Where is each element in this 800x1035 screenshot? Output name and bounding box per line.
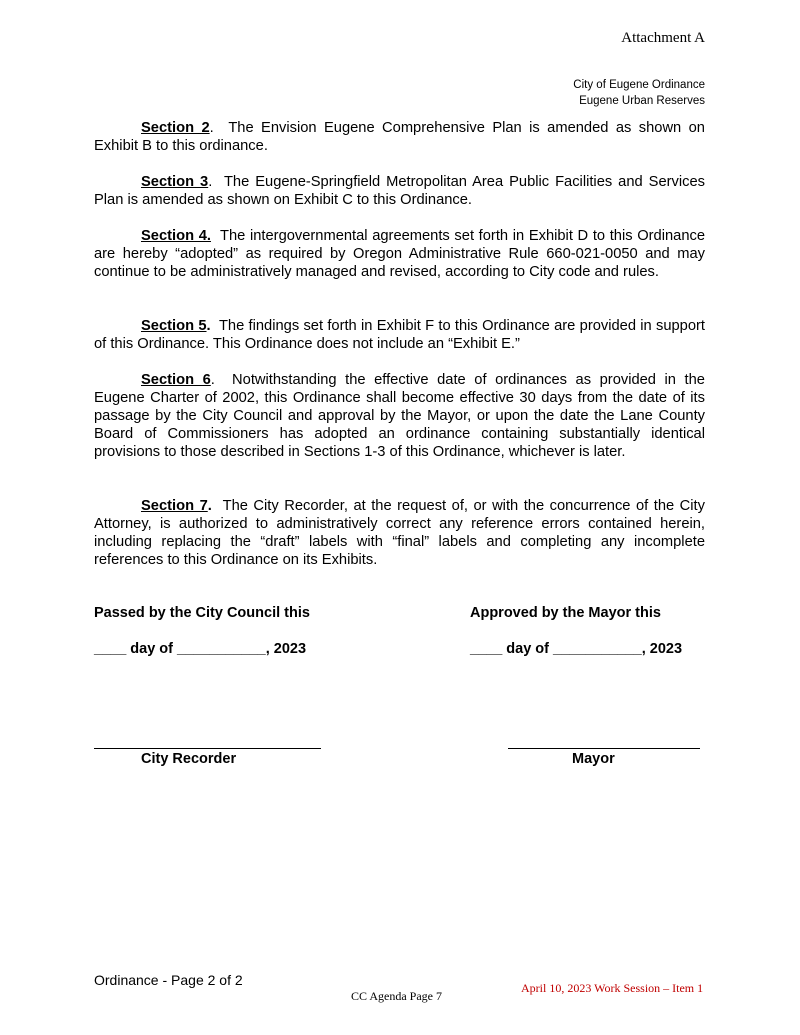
- section-paragraph: [94, 227, 705, 281]
- mayor-signature-line: [508, 748, 700, 749]
- section-paragraph: Section 7. The City Recorder, at the request of, or with the concurrence of the City Attorney, is authorized to administratively correct any reference errors contained herein, including replacing the “draft” labels with “final” labels and completing any incomplete references to this Ordinance on its Exhibits.: [94, 498, 705, 568]
- section-text: The Eugene-Springfield Metropolitan Area Public Facilities and Services Plan is amended as shown on Exhibit C to this Ordinance.: [94, 174, 705, 208]
- section-text: The findings set forth in Exhibit F to this Ordinance are provided in support of this Ordinance. This Ordinance does not include an “Exhibit E.”: [94, 318, 705, 352]
- mayor-label: Mayor: [572, 751, 615, 767]
- council-heading: Passed by the City Council this: [94, 605, 310, 621]
- section-label: Section 5: [141, 318, 207, 334]
- recorder-signature-line: [94, 748, 321, 749]
- section-label: Section 3: [141, 174, 209, 190]
- document-header: [573, 77, 705, 109]
- section-text: Notwithstanding the effective date of ordinances as provided in the Eugene Charter of 2002, this Ordinance shall become effective 30 days from the date of its passage by the City Council and approval by the Mayor, or upon the date the Lane County Board of Commissioners has adopted an ordinance containing substantially identical provisions to those described in Sections 1-3 of this Ordinance, whichever is later.: [94, 372, 705, 460]
- mayor-heading: Approved by the Mayor this: [470, 605, 661, 621]
- section-label: Section 7: [141, 498, 208, 514]
- section-label: Section 6: [141, 372, 211, 388]
- ordinance-subject: Eugene Urban Reserves: [579, 95, 705, 107]
- page-footer: Ordinance - Page 2 of 2: [94, 972, 243, 988]
- section-text: The City Recorder, at the request of, or with the concurrence of the City Attorney, is authorized to administratively correct any reference errors contained herein, including replacing the “draft” labels with “final” labels and completing any incomplete references to this Ordinance on its Exhibits.: [94, 498, 705, 568]
- council-date-line: ____ day of ___________, 2023: [94, 641, 307, 657]
- section-paragraph: Section 3. The Eugene-Springfield Metropolitan Area Public Facilities and Services Plan is amended as shown on Exhibit C to this Ordinance.: [94, 174, 705, 208]
- section-label: Section 4.: [141, 228, 211, 244]
- agenda-page: CC Agenda Page 7: [351, 989, 442, 1003]
- session-stamp: April 10, 2023 Work Session – Item 1: [521, 981, 704, 995]
- section-label: Section 2: [141, 120, 210, 136]
- mayor-date-line: ____ day of ___________, 2023: [470, 641, 683, 657]
- section-paragraph: Section 2. The Envision Eugene Comprehensive Plan is amended as shown on Exhibit B to this ordinance.: [94, 120, 705, 154]
- section-text: The intergovernmental agreements set forth in Exhibit D to this Ordinance are hereby “adopted” as required by Oregon Administrative Rule 660-021-0050 and may continue to be administratively managed and revised, according to City code and rules.: [94, 228, 706, 280]
- section-paragraph: Section 6. Notwithstanding the effective date of ordinances as provided in the Eugene Charter of 2002, this Ordinance shall become effective 30 days from the date of its passage by the City Council and approval by the Mayor, or upon the date the Lane County Board of Commissioners has adopted an ordinance containing substantially identical provisions to those described in Sections 1-3 of this Ordinance, whichever is later.: [94, 372, 705, 460]
- section-paragraph: Section 5. The findings set forth in Exhibit F to this Ordinance are provided in support of this Ordinance. This Ordinance does not include an “Exhibit E.”: [94, 318, 705, 352]
- attachment-label: Attachment A: [621, 30, 705, 46]
- section-text: The Envision Eugene Comprehensive Plan is amended as shown on Exhibit B to this ordinance.: [94, 120, 705, 154]
- ordinance-title: City of Eugene Ordinance: [573, 79, 705, 91]
- recorder-label: City Recorder: [141, 751, 237, 767]
